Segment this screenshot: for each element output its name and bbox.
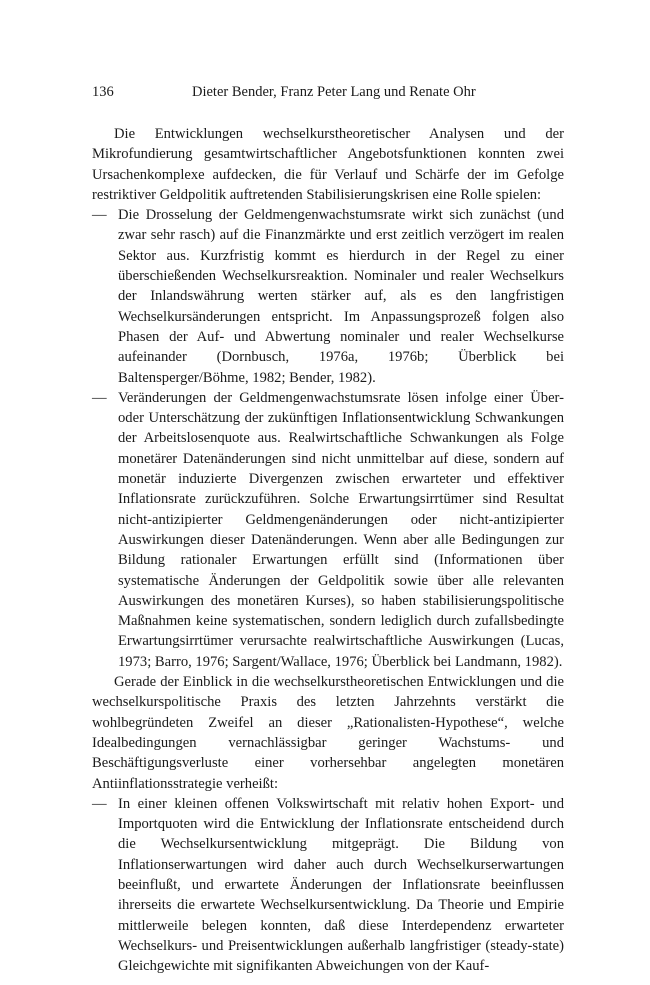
dash-marker: — (92, 795, 107, 812)
paragraph-rationalisten: Gerade der Einblick in die wechselkurstheoretischen Entwicklungen und die wechselkurspolitische Praxis des letzten Jahrzehnts verstärkt die wohlbegründeten Zweifel an dieser „Rationalisten-Hypothese“, welche Idealbedingungen vernachlässigbar geringer Wachstums- und Beschäftigungsverluste einer vorhersehbar angelegten monetären Antiinflationsstrategie verheißt: (92, 674, 564, 792)
list-item-text: Veränderungen der Geldmengenwachstumsrate lösen infolge einer Über- oder Unterschätzung der zukünftigen Inflationsentwicklung Schwankungen der Arbeitslosenquote aus. Realwirtschaftliche Schwankungen als Folge monetärer Datenänderungen sind nicht unmittelbar auf diese, sondern auf monetär induzierte Divergenzen zwischen erwarteter und effektiver Inflationsrate zurückzuführen. Solche Erwartungsirrtümer sind Resultat nicht-antizipierter Geldmengenänderungen oder nicht-antizipierter Auswirkungen dieser Datenänderungen. Wenn aber alle Bedingungen zur Bildung rationaler Erwartungen erfüllt sind (Informationen über systematische Änderungen der Geldpolitik sowie über alle relevanten Auswirkungen des monetären Kurses), so haben stabilisierungspolitische Maßnahmen keine systematischen, sondern lediglich durch zufallsbedingte Erwartungsirrtümer verursachte realwirtschaftliche Auswirkungen (Lucas, 1973; Barro, 1976; Sargent/Wallace, 1976; Überblick bei Landmann, 1982). (118, 389, 564, 670)
running-head-authors: Dieter Bender, Franz Peter Lang und Renate Ohr (192, 84, 476, 100)
dash-marker: — (92, 207, 107, 224)
list-item-veraenderungen (92, 388, 564, 672)
paragraph-intro: Die Entwicklungen wechselkurstheoretischer Analysen und der Mikrofundierung gesamtwirtschaftlicher Angebotsfunktionen konnten zwei Ursachenkomplexe aufdecken, die für Verlauf und Schärfe der im Gefolge restriktiver Geldpolitik auftretenden Stabilisierungskrisen eine Rolle spielen: (92, 126, 564, 203)
list-item-text: In einer kleinen offenen Volkswirtschaft mit relativ hohen Export- und Importquoten wird die Entwicklung der Inflationsrate entscheidend durch die Wechselkursentwicklung mitgeprägt. Die Bildung von Inflationserwartungen wird daher auch durch Wechselkurserwartungen beeinflußt, und erwartete Änderungen der Inflationsrate beeinflussen ihrerseits die erwartete Wechselkursentwicklung. Da Theorie und Empirie mittlerweile belegen konnten, daß diese Interdependenz erwarteter Wechselkurs- und Preisentwicklungen außerhalb langfristiger (steady-state) Gleichgewichte mit signifikanten Abweichungen von der Kauf- (118, 795, 564, 975)
dash-marker: — (92, 389, 107, 406)
page-number: 136 (92, 84, 114, 100)
list-item-drosselung (92, 205, 564, 388)
list-item-offene-volkswirtschaft (92, 794, 564, 977)
list-item-text: Die Drosselung der Geldmengenwachstumsrate wirkt sich zunächst (und zwar sehr rasch) auf die Finanzmärkte und erst zeitlich verzögert im realen Sektor aus. Kurzfristig kommt es hierdurch in der Regel zu einer überschießenden Wechselkursreaktion. Nominaler und realer Wechselkurs der Inlandswährung werten stärker auf, als es den langfristigen Wechselkursänderungen entspricht. Im Anpassungsprozeß folgen also Phasen der Auf- und Abwertung nominaler und realer Wechselkurse aufeinander (Dornbusch, 1976a, 1976b; Überblick bei Baltensperger/Böhme, 1982; Bender, 1982). (118, 207, 564, 386)
running-header (92, 84, 564, 106)
body-text (92, 124, 564, 976)
